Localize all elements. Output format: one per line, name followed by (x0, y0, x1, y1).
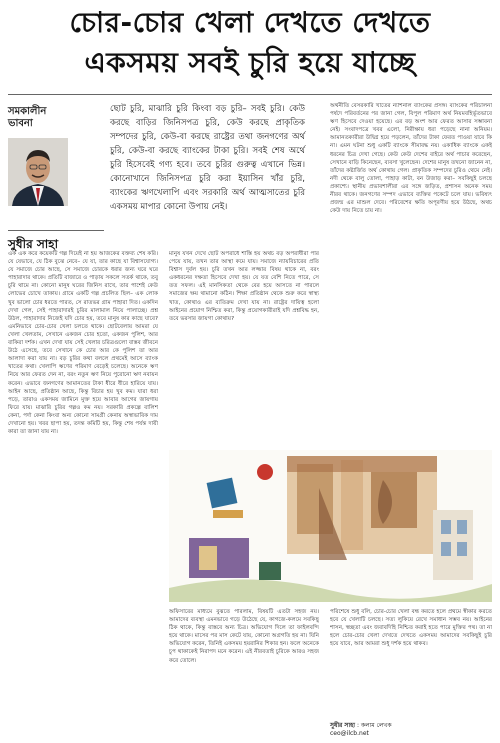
body-column-3: অর্থনীতি বেসরকারি খাতের ন্যাশনাল ব্যাংকের প্রসঙ্গ। ব্যাংকের পরিচালনা পর্ষদে পরিবর্তনের পর জানা গেল, বিপুল পরিমাণ অর্থ নিয়মবহির্ভূতভাবে ঋণ হিসেবে দেওয়া হয়েছে। এর বড় অংশ আর ফেরত আসার সম্ভাবনা নেই। সংবাদপত্রে খবর এলো, নিরীক্ষায় ধরা পড়েছে নানা অনিয়ম। আমানতকারীরা উদ্বিগ্ন হয়ে পড়লেন, তাঁদের টাকা ফেরত পাওয়া যাবে কি না। এমন ঘটনা শুধু একটি ব্যাংকে সীমাবদ্ধ নয়। একাধিক ব্যাংকে একই ধরনের চিত্র দেখা গেছে। কেউ কেউ দেশের বাইরে অর্থ পাচার করেছেন, সেখানে বাড়ি কিনেছেন, ব্যবসা খুলেছেন। দেশের মানুষ তখনো জানেন না, তাঁদের কষ্টার্জিত অর্থ কোথায় গেল। প্রাকৃতিক সম্পদের চুরিও থেমে নেই। নদী থেকে বালু তোলা, পাহাড় কাটা, বন উজাড় করা– সবকিছুই চলছে প্রকাশ্যে। স্থানীয় প্রভাবশালীরা এর সঙ্গে জড়িত, প্রশাসন অনেক সময় নীরব থাকে। জনগণের সম্পদ এভাবে ব্যক্তির পকেটে চলে যায়। ভবিষ্যৎ প্রজন্ম এর মাশুল দেবে। পরিবেশের ক্ষতি অপূরণীয় হয়ে উঠছে, অথচ কেউ দায় নিতে চায় না। (330, 103, 492, 215)
kicker-line-2: ভাবনা (8, 118, 33, 129)
illustration-artwork (169, 450, 492, 602)
author-portrait (8, 138, 68, 206)
signature-email: ceo@ilcb.net (330, 730, 369, 737)
signature-role: : কলাম লেখক (356, 722, 392, 729)
column-kicker (8, 106, 86, 130)
body-column-5: পরিশেষে শুধু বলি, চোর-চোর খেলা বন্ধ করতে হলে প্রথমে স্বীকার করতে হবে যে খেলাটি চলছে। সত্য লুকিয়ে রেখে সমাধান সম্ভব নয়। আইনের শাসন, স্বচ্ছতা এবং জবাবদিহি নিশ্চিত করাই হতে পারে মুক্তির পথ। তা না হলে চোর-চোর খেলা দেখতে দেখতে একসময় আমাদের সবকিছুই চুরি হয়ে যাবে, আর আমরা শুধু দর্শক হয়ে থাকব। (330, 609, 492, 648)
headline-line-1: চোর-চোর খেলা দেখতে দেখতে (69, 6, 431, 39)
author-divider (8, 230, 104, 231)
headline-line-2: একসময় সবই চুরি হয়ে যাচ্ছে (84, 46, 416, 79)
author-signature (330, 722, 492, 738)
kicker-line-1: সমকালীন (8, 106, 47, 117)
headline-divider (8, 94, 492, 95)
signature-name: সুধীর সাহা (330, 722, 356, 729)
body-column-2: মানুষ যখন দেখে ছোট অপরাধে শাস্তি হয় অথচ বড় অপরাধীরা পার পেয়ে যায়, তখন তার আস্থা কমে যায়। সমাজে ন্যায়বিচারের প্রতি বিশ্বাস দুর্বল হয়। চুরি তখন আর লজ্জার বিষয় থাকে না, বরং একধরনের দক্ষতা হিসেবে দেখা হয়। যে যত বেশি নিতে পারে, সে তত সফল। এই মানসিকতা থেকে বের হয়ে আসতে না পারলে সমাজের ক্ষয় থামানো কঠিন। শিক্ষা প্রতিষ্ঠান থেকে শুরু করে স্বাস্থ্য খাত, কোথাও এর ব্যতিক্রম দেখা যায় না। রাষ্ট্রের দায়িত্ব হলো আইনের প্রয়োগ নিশ্চিত করা, কিন্তু প্রয়োগকারীরাই যদি প্রশ্নবিদ্ধ হন, তবে ভরসার জায়গা কোথায়? (169, 251, 319, 322)
body-column-1: এক এক করে কয়েকটি গল্প দিয়েই না হয় আজকের বক্তব্য শেষ করি। যে যেভাবে, যে ঠিক বুঝে নেবে– যে যা, তার কাছে যা বিশ্বাসযোগ্য। যে সমাজে চোর আছে, সে সমাজে চোরকে ধরার জন্য ঘরে ঘরে পাহারাদার থাকে। প্রতিটি বাজারে ও পাড়ায় সকলে সতর্ক থাকে, তবু চুরি থামে না। কোনো মানুষ ঘরের জিনিস রাখে, তার পাশেই কেউ লোভের চোখে তাকায়। গ্রামে একটি গল্প প্রচলিত ছিল– এক লোক খুব ভালো চোর ধরতে পারত, সে রাতভর গ্রাম পাহারা দিত। একদিন দেখা গেল, সেই পাহারাদারই চুরির মালামাল নিয়ে পালাচ্ছে। প্রশ্ন উঠল, পাহারাদার নিজেই যদি চোর হয়, তবে মানুষ কার কাছে যাবে? এমনিভাবে চোর-চোর খেলা চলতে থাকে। ছোটবেলায় আমরা যে খেলা খেলতাম, সেখানে একজন চোর হতো, একজন পুলিশ, আর বাকিরা দর্শক। এখন দেখা যায় সেই খেলার চরিত্রগুলো বাস্তব জীবনে উঠে এসেছে, তবে সেখানে কে চোর আর কে পুলিশ তা আর আলাদা করা যায় না। বড় চুরির কথা বললে প্রথমেই আসে ব্যাংক খাতের কথা। খেলাপি ঋণের পরিমাণ বেড়েই চলেছে। অনেকে ঋণ নিয়ে আর ফেরত দেন না, বরং নতুন ঋণ নিয়ে পুরোনো ঋণ নবায়ন করেন। এভাবে জনগণের আমানতের টাকা ধীরে ধীরে হারিয়ে যায়। আইন আছে, প্রতিষ্ঠান আছে, কিন্তু বিচার হয় খুব কম। যারা ধরা পড়ে, তারাও একসময় জামিনে মুক্ত হয়ে আবার আগের জায়গায় ফিরে যায়। মাঝারি চুরির গল্পও কম নয়। সরকারি প্রকল্পে বালিশ কেনা, পর্দা কেনা কিংবা অন্য কোনো সামগ্রী কেনায় অস্বাভাবিক দাম দেখানো হয়। খবর ছাপা হয়, তদন্ত কমিটি হয়, কিন্তু শেষ পর্যন্ত দায়ী কারা তা জানা যায় না। (8, 251, 158, 436)
illustration (169, 450, 492, 602)
author-portrait-image (8, 138, 68, 206)
intro-paragraph: ছোট চুরি, মাঝারি চুরি কিংবা বড় চুরি– সবই চুরি। কেউ করছে বাড়ির জিনিসপত্র চুরি, কেউ করছে প্রাকৃতিক সম্পদের চুরি, কেউ-বা করছে রাষ্ট্রের তথা জনগণের অর্থ চুরি, কেউ-বা করছে ব্যাংকের টাকা চুরি। সবই শেষ অর্থে চুরি হিসেবেই গণ্য হবে। তবে চুরির গুরুত্ব এখানে ভিন্ন। কোনোখানে জিনিসপত্র চুরি করা ইয়াসিন খাঁর চুরি, ব্যাংকের ঋণখেলাপি এবং সরকারি অর্থ আত্মসাতের চুরি একসময় মাপার কোনো উপায় নেই। (110, 104, 305, 212)
body-column-4: অফিসারের মাধ্যমে বুঝতে পারলাম, বিষয়টি এতটা সহজ নয়। আমাদের ব্যবস্থা এমনভাবে গড়ে উঠেছে যে, কাগজে-কলমে সবকিছু ঠিক থাকে, কিন্তু বাস্তবে অন্য চিত্র। অভিযোগ দিলে তা ফাইলবন্দি হয়ে থাকে। মাসের পর মাস কেটে যায়, কোনো অগ্রগতি হয় না। যিনি অভিযোগ করেন, তিনিই একসময় হয়রানির শিকার হন। ফলে অনেকে চুপ থাকাকেই নিরাপদ মনে করেন। এই নীরবতাই চুরিকে আরও সহজ করে তোলে। (169, 609, 319, 664)
author-name: সুধীর সাহা (8, 237, 59, 251)
